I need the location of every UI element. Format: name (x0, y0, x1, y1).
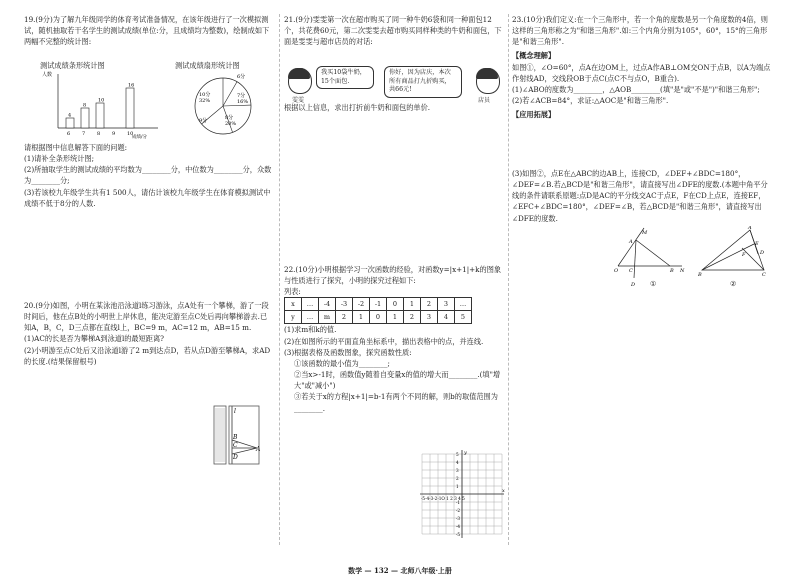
bar (66, 118, 74, 128)
bar (96, 103, 104, 128)
y-tick-label: 4 (456, 460, 459, 465)
table-cell: y (285, 311, 302, 324)
q21-ask-text: 根据以上信息，求出打折前牛奶和面包的单价. (284, 103, 431, 112)
q23-s1: (1)∠ABO的度数为________，△AOB________(填"是"或"不是")"和谐三角形"; (512, 84, 760, 94)
clerk-face-icon (476, 68, 500, 94)
table-cell: 5 (455, 311, 472, 324)
q21-stem: 21.(9分)雯雯第一次在超市购买了同一种牛奶6袋和同一种面包12个，共花费60元，第二次雯雯去超市购买同样种类的牛奶和面包，下面是雯雯与超市店员的对话: (284, 15, 502, 47)
table-cell: 1 (387, 311, 404, 324)
pie-slice-label: 10分 (199, 92, 211, 98)
x-tick-label: 8 (97, 131, 101, 137)
fig-label-l: l (234, 408, 236, 415)
q22-s2: (2)在如图所示的平面直角坐标系中，描出表格中的点，并连线. (284, 336, 484, 346)
table-cell: … (455, 298, 472, 311)
table-cell: 2 (404, 311, 421, 324)
bar (81, 108, 89, 128)
q19-s3: (3)若该校九年级学生共有1 500人，请估计该校九年级学生在体育模拟测试中成绩不低于8分的人数. (24, 187, 271, 208)
q22-s3: (3)根据表格及函数图象，探究函数性质: (284, 347, 412, 357)
table-cell: … (302, 298, 319, 311)
bubble-left: 我买10袋牛奶，15个面包. (316, 66, 374, 89)
q22-s1: (1)求m和k的值. (284, 325, 337, 335)
y-tick-label: -5 (456, 532, 461, 537)
column-left (24, 14, 274, 47)
pie-slice-label: 8分 (225, 115, 234, 121)
y-tick-label: -4 (456, 524, 461, 529)
table-cell: 2 (421, 298, 438, 311)
table-cell: -4 (319, 298, 336, 311)
table-cell: 3 (421, 311, 438, 324)
pie-chart (185, 70, 270, 140)
q23-sec2: 【应用拓展】 (512, 110, 556, 120)
bar-value-label: 10 (98, 97, 105, 104)
q23-s3-wrap (512, 168, 774, 224)
name-right: 店员 (478, 97, 491, 104)
table-cell: 3 (438, 298, 455, 311)
q23-sec1: 【概念理解】 (512, 51, 556, 61)
fig2-label-c: C (762, 272, 766, 278)
fig-label-b: B (233, 434, 238, 441)
fig-label-c: C (233, 442, 238, 449)
y-axis-label: y (464, 450, 467, 456)
y-tick-label: 1 (456, 484, 459, 489)
q20-figure (212, 404, 262, 466)
table-cell: -1 (370, 298, 387, 311)
q20-s1: (1)AC的长是否为攀梯A到泳道l的最短距离? (24, 334, 165, 344)
fig1-caption: ① (650, 279, 657, 288)
q19-stem: 19.(9分)为了解九年级同学的体育考试准备情况，在该年级进行了一次模拟测试，随机抽取若干名学生的测试成绩(单位:分，且成绩均为整数)，绘制成如下两幅不完整的统计图: (24, 15, 270, 47)
q23 (512, 14, 774, 120)
q22-s3c: ③若关于x的方程|x+1|=b-1有两个不同的解，则b的取值范围为________. (294, 392, 498, 413)
table-cell: 0 (387, 298, 404, 311)
y-tick-label: -3 (456, 516, 461, 521)
table-cell: … (302, 311, 319, 324)
fig1-label-d: D (631, 282, 636, 288)
y-tick-label: -2 (456, 508, 461, 513)
q19-s2: (2)所抽取学生的测试成绩的平均数为________分，中位数为________分，众数为________分; (24, 165, 272, 186)
fig2-label-e: E (755, 241, 759, 247)
table-cell: -3 (336, 298, 353, 311)
q20-s2: (2)小明游至点C处后又沿泳道l游了2 m到达点D，若从点D游至攀梯A，求AD的长度.(结果保留根号) (24, 345, 271, 366)
table-row (285, 298, 472, 311)
pie-slice-percent: 32% (199, 98, 211, 104)
x-axis-label: 成绩/分 (132, 135, 148, 140)
q19-s1: (1)请补全条形统计图; (24, 154, 95, 164)
fig2-caption: ② (730, 279, 737, 288)
table-cell: 4 (438, 311, 455, 324)
fig1-label-n: N (680, 268, 685, 274)
bar-chart (40, 70, 165, 140)
fig2-label-f: F (742, 252, 746, 258)
pie-slice-label: 9分 (199, 118, 208, 124)
q22-list-label: 列表: (284, 287, 301, 297)
page-footer: 数学 — 132 — 北师八年级·上册 (348, 566, 452, 575)
q22 (284, 264, 504, 414)
q22-coordinate-grid (418, 448, 508, 540)
q19-questions (24, 142, 274, 209)
q22-s3b: ②当x>-1时，函数值y随着自变量x的值的增大而________.(填"增大"或"减小") (294, 370, 501, 391)
girl-face-icon (288, 68, 312, 94)
q22-stem: 22.(10分)小明根据学习一次函数的经验，对函数y=|x+1|+k的图象与性质进行了探究，小明的探究过程如下: (284, 265, 502, 286)
fig-label-d: D (233, 454, 238, 461)
name-left: 雯雯 (292, 97, 305, 104)
column-divider (508, 14, 509, 545)
y-tick-label: -1 (456, 500, 461, 505)
fig1-label-o: O (614, 268, 619, 274)
table-cell: -2 (353, 298, 370, 311)
x-axis-ticks: -5-4-3-2-1O 1 2 3 4 5 (421, 496, 465, 501)
fig2-label-b: B (698, 272, 702, 278)
table-cell: 0 (370, 311, 387, 324)
q23-s3: (3)如图②，点E在△ABC的边AB上，连接CD，∠DEF+∠BDC=180°，∠DEF=∠B.若△BCD是"和谐三角形"，请直接写出∠DFE的度数.(本题中角平分线的条件请联系原题:点D是AC的平分线交AC于点E，F在CD上点E，连接EF，∠EFC+∠BDC=180°，∠DEF=∠B，若△BCD是"和谐三角形"，请直接写出∠DFE的度数. (512, 169, 768, 223)
fig2-label-a: A (748, 226, 752, 231)
q22-table (284, 297, 472, 324)
q23-figure-2 (698, 226, 768, 278)
fig1-label-c: C (629, 268, 633, 274)
fig2-label-d: D (760, 250, 765, 256)
bubble-right: 你好，因为店庆，本次所有商品打九折购买，共66元! (384, 66, 462, 98)
fig1-label-m: M (642, 230, 648, 236)
table-cell: 2 (336, 311, 353, 324)
pie-slice-percent: 16% (237, 99, 249, 105)
pie-chart-title: 测试成绩扇形统计图 (175, 61, 240, 70)
x-axis-label: x (502, 488, 505, 494)
table-cell: m (319, 311, 336, 324)
pie-slice-percent: 20% (225, 121, 237, 127)
bar-chart-title: 测试成绩条形统计图 (40, 61, 105, 70)
fig1-label-a: A (629, 239, 633, 245)
column-divider (279, 14, 280, 545)
bar (126, 88, 134, 128)
q23-p1: 如图①，∠O=60°，点A在边OM上，过点A作AB⊥OM交ON于点B，以A为端点作射线AD，交线段OB于点C(点C不与点O，B重合). (512, 62, 771, 83)
table-cell: x (285, 298, 302, 311)
fig1-label-b: B (670, 268, 674, 274)
pie-slice-label: 6分 (237, 74, 246, 80)
bar-value-label: 8 (83, 102, 87, 109)
bar-value-label: 16 (128, 82, 135, 89)
q21-ask (284, 102, 504, 113)
fig-label-a: A (256, 446, 261, 453)
x-tick-label: 10 (127, 131, 134, 137)
table-cell: 1 (404, 298, 421, 311)
y-tick-label: 5 (456, 452, 459, 457)
q22-s3a: ①该函数的最小值为________; (294, 358, 390, 368)
q23-s2: (2)若∠ACB=84°，求证:△AOC是"和谐三角形". (512, 96, 669, 106)
table-cell: 1 (353, 311, 370, 324)
x-tick-label: 6 (67, 131, 71, 137)
q23-stem: 23.(10分)我们定义:在一个三角形中，若一个角的度数是另一个角度数的4倍，则这样的三角形称之为"和谐三角形".如:三个内角分别为105°，60°，15°的三角形是"和谐三角形". (512, 15, 768, 47)
bar-value-label: 4 (68, 112, 72, 119)
y-tick-label: 2 (456, 476, 459, 481)
x-tick-label: 7 (82, 131, 86, 137)
table-row (285, 311, 472, 324)
x-tick-label: 9 (112, 131, 116, 137)
pie-slice-label: 7分 (237, 93, 246, 99)
y-tick-label: 3 (456, 468, 459, 473)
q20 (24, 300, 274, 367)
q19-after: 请根据图中信息解答下面的问题: (24, 143, 128, 152)
q20-stem: 20.(9分)如图，小明在某泳池沿泳道l练习游泳，点A处有一个攀梯，游了一段时间后，他在点B处的小明世上岸休息，能决定游至点C处后再向攀梯游去.已知A，B，C，D三点都在直线l上，BC=9 m，AC=12 m，AB=15 m. (24, 301, 269, 333)
y-axis-label: 人数 (42, 72, 53, 78)
q21 (284, 14, 504, 47)
